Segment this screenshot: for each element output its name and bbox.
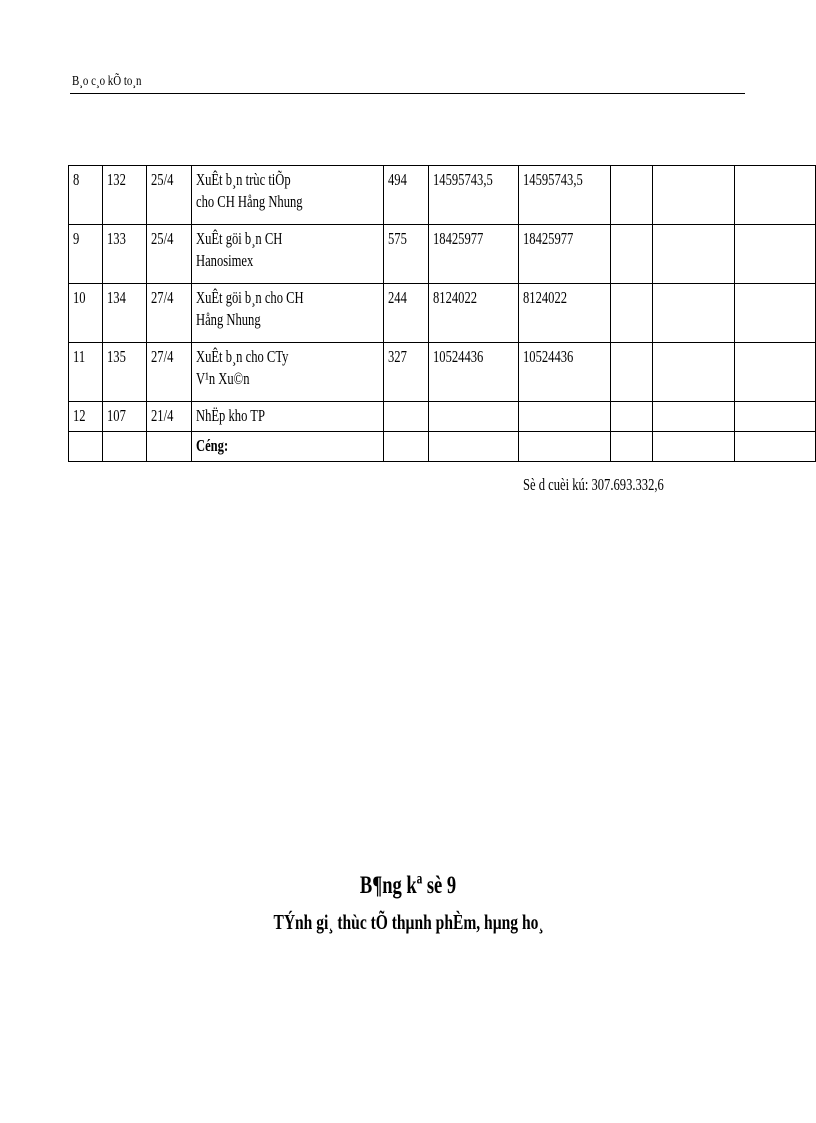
cell-qty <box>384 166 428 225</box>
total-label: Céng: <box>196 436 229 455</box>
cell-no <box>69 225 103 284</box>
description-line: Hanosimex <box>196 251 254 270</box>
cell-c10 <box>734 432 815 462</box>
cell-text: 10 <box>73 288 86 307</box>
cell-code <box>102 432 146 462</box>
cell-text: 134 <box>106 288 126 307</box>
cell-amount1 <box>428 343 518 402</box>
cell-amount1 <box>428 284 518 343</box>
cell-text: 8124022 <box>522 288 567 307</box>
cell-text: 133 <box>106 229 126 248</box>
cell-c9 <box>653 432 735 462</box>
cell-text: 27/4 <box>151 347 174 366</box>
cell-text: 27/4 <box>151 288 174 307</box>
cell-text: 107 <box>106 406 126 425</box>
cell-code <box>102 284 146 343</box>
cell-c10 <box>734 166 815 225</box>
description-line: cho CH Hång Nhung <box>196 192 303 211</box>
cell-desc <box>192 166 384 225</box>
cell-amount2 <box>518 284 611 343</box>
cell-text: 14595743,5 <box>522 170 583 189</box>
cell-text: 135 <box>106 347 126 366</box>
table-row <box>69 284 816 343</box>
section-title <box>0 872 816 900</box>
cell-no <box>69 343 103 402</box>
total-row <box>69 432 816 462</box>
cell-qty <box>384 402 428 432</box>
cell-amount1 <box>428 402 518 432</box>
cell-desc <box>192 343 384 402</box>
cell-c8 <box>611 225 653 284</box>
description-line: XuÊt göi b¸n cho CH <box>196 288 304 307</box>
description-line: V¹n Xu©n <box>196 369 250 388</box>
header-title: B¸o c¸o kÕ to¸n <box>72 74 142 89</box>
cell-date <box>147 225 192 284</box>
cell-text: 132 <box>106 170 126 189</box>
cell-no <box>69 432 103 462</box>
description-line: XuÊt b¸n trùc tiÕp <box>196 170 292 189</box>
table-row <box>69 343 816 402</box>
cell-desc <box>192 225 384 284</box>
cell-c8 <box>611 432 653 462</box>
ledger-table <box>68 165 816 462</box>
cell-c8 <box>611 284 653 343</box>
description-line: XuÊt b¸n cho CTy <box>196 347 289 366</box>
cell-no <box>69 166 103 225</box>
cell-qty <box>384 432 428 462</box>
cell-text: 8124022 <box>432 288 477 307</box>
cell-amount2 <box>518 432 611 462</box>
cell-text: 25/4 <box>151 170 174 189</box>
cell-desc <box>192 284 384 343</box>
cell-no <box>69 284 103 343</box>
cell-text: 244 <box>388 288 408 307</box>
cell-date <box>147 432 192 462</box>
section-subtitle-text: TÝnh gi¸ thùc tÕ thµnh phÈm, hµng ho¸ <box>272 910 544 934</box>
cell-text: 18425977 <box>432 229 484 248</box>
cell-c10 <box>734 343 815 402</box>
section-title-text: B¶ng kª sè 9 <box>359 872 457 899</box>
cell-amount1 <box>428 166 518 225</box>
cell-date <box>147 402 192 432</box>
cell-c8 <box>611 343 653 402</box>
cell-amount1 <box>428 432 518 462</box>
cell-text: 25/4 <box>151 229 174 248</box>
cell-date <box>147 343 192 402</box>
section-subtitle <box>0 910 816 935</box>
cell-date <box>147 284 192 343</box>
cell-c10 <box>734 402 815 432</box>
cell-c9 <box>653 343 735 402</box>
cell-text: 10524436 <box>522 347 573 366</box>
cell-text: 494 <box>388 170 408 189</box>
cell-amount2 <box>518 225 611 284</box>
description-line: NhËp kho TP <box>196 406 266 425</box>
cell-qty <box>384 225 428 284</box>
closing-balance: Sè d cuèi kú: 307.693.332,6 <box>523 475 664 494</box>
description-line: XuÊt göi b¸n CH <box>196 229 283 248</box>
cell-desc <box>192 432 384 462</box>
table-row <box>69 225 816 284</box>
cell-code <box>102 343 146 402</box>
cell-c8 <box>611 402 653 432</box>
description-line: Hång Nhung <box>196 310 262 329</box>
cell-amount1 <box>428 225 518 284</box>
cell-desc <box>192 402 384 432</box>
cell-c9 <box>653 284 735 343</box>
cell-text: 575 <box>388 229 408 248</box>
cell-text: 12 <box>73 406 86 425</box>
cell-text: 8 <box>73 170 80 189</box>
cell-text: 9 <box>73 229 80 248</box>
cell-c10 <box>734 225 815 284</box>
table-row <box>69 166 816 225</box>
cell-c9 <box>653 402 735 432</box>
cell-text: 21/4 <box>151 406 174 425</box>
cell-text: 10524436 <box>432 347 484 366</box>
cell-text: 14595743,5 <box>432 170 493 189</box>
cell-no <box>69 402 103 432</box>
cell-amount2 <box>518 166 611 225</box>
cell-c8 <box>611 166 653 225</box>
cell-c9 <box>653 166 735 225</box>
ledger-body <box>69 166 816 462</box>
cell-c9 <box>653 225 735 284</box>
cell-c10 <box>734 284 815 343</box>
cell-code <box>102 166 146 225</box>
cell-text: 327 <box>388 347 408 366</box>
cell-qty <box>384 343 428 402</box>
cell-qty <box>384 284 428 343</box>
table-row <box>69 402 816 432</box>
cell-text: 18425977 <box>522 229 573 248</box>
cell-code <box>102 225 146 284</box>
cell-amount2 <box>518 402 611 432</box>
cell-text: 11 <box>73 347 86 366</box>
cell-code <box>102 402 146 432</box>
header-rule <box>70 93 745 94</box>
cell-date <box>147 166 192 225</box>
cell-amount2 <box>518 343 611 402</box>
